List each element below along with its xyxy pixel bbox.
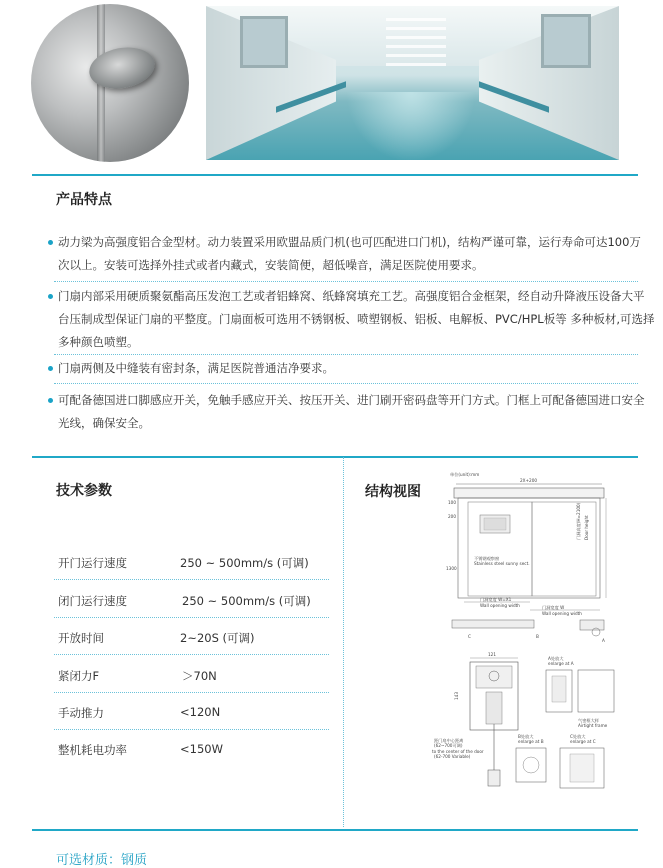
wall-width-label-en: Wall opening width [480, 603, 520, 608]
enlarge-c-label-en: enlarge at C [570, 739, 596, 744]
dim-1300: 1300 [446, 566, 457, 571]
optional-material: 可选材质：钢质 [56, 853, 148, 868]
center-note-en2: (62-700 Variable) [434, 754, 471, 759]
spec-value-power: <150W [180, 742, 223, 756]
hospital-corridor-photo [206, 6, 619, 160]
specs-title: 技术参数 [56, 483, 112, 499]
door-height-label: 门洞高度(H=2100) [576, 502, 581, 540]
feature-item-4 [58, 389, 645, 435]
airtight-detail [578, 670, 614, 712]
bullet-icon [48, 366, 53, 371]
features-title: 产品特点 [56, 192, 112, 208]
airtight-label-en: Airtight frame [578, 723, 608, 728]
feature-line: 次以上。安装可选择外挂式或者内藏式，安装简便，超低噪音，满足医院使用要求。 [58, 258, 484, 272]
dim-143: 143 [454, 692, 459, 700]
corridor-lights [386, 18, 446, 68]
plan-track [452, 620, 534, 628]
airtight-label: 气密框大样 [578, 718, 599, 723]
unit-label: 单位(unit):mm [450, 472, 480, 477]
dim-121: 121 [488, 652, 496, 657]
mark-c: C [468, 634, 471, 639]
spec-label-open-speed: 开门运行速度 [58, 556, 127, 570]
panel-label-en: Stainless steel sunny sect. [474, 561, 530, 566]
feature-item-2 [58, 285, 655, 354]
spec-label-open-time: 开放时间 [58, 631, 104, 645]
bullet-icon [48, 294, 53, 299]
spec-label-manual-force: 手动推力 [58, 706, 104, 720]
enlarge-a-label: A处放大 [548, 656, 564, 661]
section-divider-top [32, 174, 638, 176]
door-height-label-en: Door height [584, 515, 589, 540]
bullet-icon [48, 240, 53, 245]
door-header-beam [454, 488, 604, 498]
center-note-en: to the center of the door [432, 749, 484, 754]
feature-separator [54, 383, 638, 384]
spec-separator [54, 617, 329, 618]
feature-item-3 [58, 357, 638, 380]
spec-separator [54, 692, 329, 693]
feature-line: 门扇两侧及中缝装有密封条，满足医院普通洁净要求。 [58, 361, 334, 375]
section-divider-middle [32, 456, 638, 458]
panel-label: 不锈钢观察窗 [474, 556, 500, 561]
feature-separator [54, 281, 638, 282]
door-closeup-photo [31, 4, 189, 162]
spec-value-closing-force: ＞70N [182, 669, 217, 683]
feature-line: 台压制成型保证门扇的平整度。门扇面板可选用不锈钢板、喷塑钢板、铝板、电解板、PVC/HPL板等 多种板材,可选择 [58, 312, 655, 326]
dim-200: 200 [448, 514, 456, 519]
enlarge-b-label: B处放大 [518, 734, 534, 739]
structure-drawing [430, 470, 630, 810]
mark-b: B [536, 634, 539, 639]
feature-line: 多种颜色喷塑。 [58, 335, 139, 349]
feature-separator [54, 354, 638, 355]
spec-label-power: 整机耗电功率 [58, 743, 127, 757]
feature-line: 动力梁为高强度铝合金型材。动力装置采用欧盟品质门机(也可匹配进口门机)，结构严谨可靠，运行寿命可达100万 [58, 235, 641, 249]
corridor-floor [346, 92, 476, 160]
spec-label-closing-force: 紧闭力F [58, 669, 100, 683]
top-dimension: 2X+200 [520, 478, 538, 483]
dim-100: 100 [448, 500, 456, 505]
column-divider [343, 457, 344, 827]
spec-label-close-speed: 闭门运行速度 [58, 594, 127, 608]
feature-line: 门扇内部采用硬质聚氨酯高压发泡工艺或者铝蜂窝、纸蜂窝填充工艺。高强度铝合金框架，经自动升降液压设备大平 [58, 289, 645, 303]
spec-separator [54, 579, 329, 580]
feature-line: 光线，确保安全。 [58, 416, 150, 430]
center-note-dim: (62~700可调) [434, 743, 463, 748]
feature-line: 可配备德国进口脚感应开关，免触手感应开关、按压开关、进门刷开密码盘等开门方式。门框上可配备德国进口安全 [58, 393, 645, 407]
enlarge-b-label-en: enlarge at B [518, 739, 544, 744]
feature-item-1 [58, 231, 641, 277]
spec-value-manual-force: <120N [180, 705, 221, 719]
spec-value-open-speed: 250 ~ 500mm/s (可调) [180, 556, 309, 570]
spec-value-close-speed: 250 ~ 500mm/s (可调) [182, 594, 311, 608]
spec-value-open-time: 2~20S (可调) [180, 631, 255, 645]
corridor-window-right [541, 14, 591, 68]
wall-width2-label: 门洞宽度 W [542, 605, 565, 610]
spec-separator [54, 654, 329, 655]
corridor-window-left [240, 16, 288, 68]
wall-width-label: 门洞宽度 W=X1 [480, 597, 512, 602]
section-divider-bottom [32, 829, 638, 831]
enlarge-b-detail [516, 748, 546, 782]
enlarge-a-label-en: enlarge at A [548, 661, 574, 666]
structure-title: 结构视图 [365, 484, 421, 500]
mark-a: A [602, 638, 605, 643]
bullet-icon [48, 398, 53, 403]
spec-separator [54, 729, 329, 730]
enlarge-c-label: C处放大 [570, 734, 586, 739]
center-note: 距门扇中心距离 [434, 738, 464, 743]
wall-width2-label-en: Wall opening width [542, 611, 582, 616]
